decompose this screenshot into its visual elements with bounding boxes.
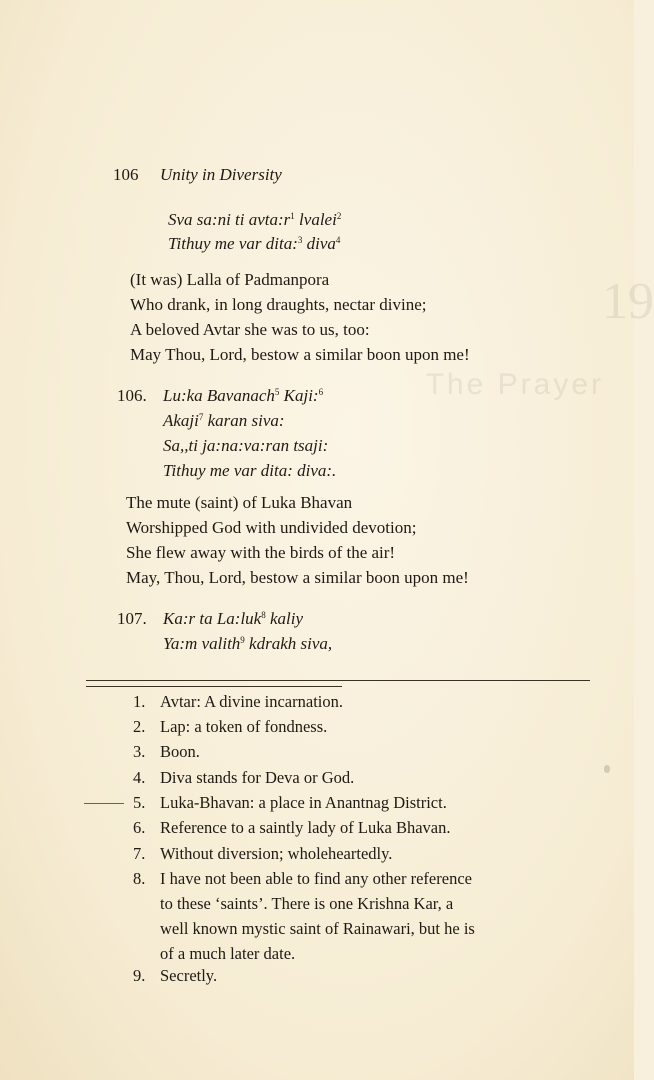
kashmiri-line: Lu:ka Bavanach$^5$ Kaji:$^6$ [163,386,324,405]
footnote-text: Luka-Bhavan: a place in Anantnag District. [160,793,447,812]
kashmiri-line: Sa,,ti ja:na:va:ran tsaji: [163,436,329,455]
footnote-number: 1. [133,692,146,711]
paper-blemish [604,765,610,773]
footnote-number: 3. [133,742,146,761]
footnote-number: 6. [133,818,146,837]
footnote-text: Reference to a saintly lady of Luka Bhavan. [160,818,451,837]
translation-line: A beloved Avtar she was to us, too: [130,320,370,339]
page-number: 106 [113,165,139,184]
translation-line: The mute (saint) of Luka Bhavan [126,493,353,512]
kashmiri-line: Ya:m valith$^9$ kdrakh siva, [163,634,333,653]
footnote-divider [86,686,342,687]
translation-line: (It was) Lalla of Padmanpora [130,270,330,289]
footnote-text: Secretly. [160,966,218,985]
translation-line: Who drank, in long draughts, nectar divine; [130,295,427,314]
footnote-number: 8. [133,869,146,888]
footnote-text: Avtar: A divine incarnation. [160,692,343,711]
translation-line: Worshipped God with undivided devotion; [126,518,417,537]
footnote-text: Without diversion; wholeheartedly. [160,844,393,863]
footnote-number: 4. [133,768,146,787]
kashmiri-line: Tithuy me var dita: diva:. [163,461,337,480]
footnote-text: to these ‘saints’. There is one Krishna Kar, a [160,894,454,913]
footnote-text: of a much later date. [160,944,296,963]
footnote-number: 2. [133,717,146,736]
footnote-number: 9. [133,966,146,985]
footnote-number: 5. [133,793,146,812]
kashmiri-line: Akaji$^7$ karan siva: [163,411,285,430]
verse-number: 107. [117,609,147,628]
footnote-text: Lap: a token of fondness. [160,717,328,736]
footnote-text: I have not been able to find any other reference [160,869,472,888]
kashmiri-line: Tithuy me var dita:$^3$ diva$^4$ [168,234,341,253]
footnote-text: Diva stands for Deva or God. [160,768,355,787]
translation-line: May Thou, Lord, bestow a similar boon upon me! [130,345,470,364]
footnote-text: well known mystic saint of Rainawari, but he is [160,919,475,938]
margin-mark [84,803,124,804]
bleed-through-text: The Prayer [425,368,604,401]
footnote-number: 7. [133,844,146,863]
translation-line: She flew away with the birds of the air! [126,543,396,562]
footnote-divider [86,680,590,681]
kashmiri-line: Sva sa:ni ti $avta:r^1$ lvalei$^2$ [168,210,342,229]
verse-number: 106. [117,386,147,405]
kashmiri-line: Ka:r ta La:luk$^8$ kaliy [163,609,304,628]
running-title: Unity in Diversity [160,165,282,184]
footnote-text: Boon. [160,742,200,761]
translation-line: May, Thou, Lord, bestow a similar boon upon me! [126,568,469,587]
bleed-through-text: 19 [602,273,654,330]
